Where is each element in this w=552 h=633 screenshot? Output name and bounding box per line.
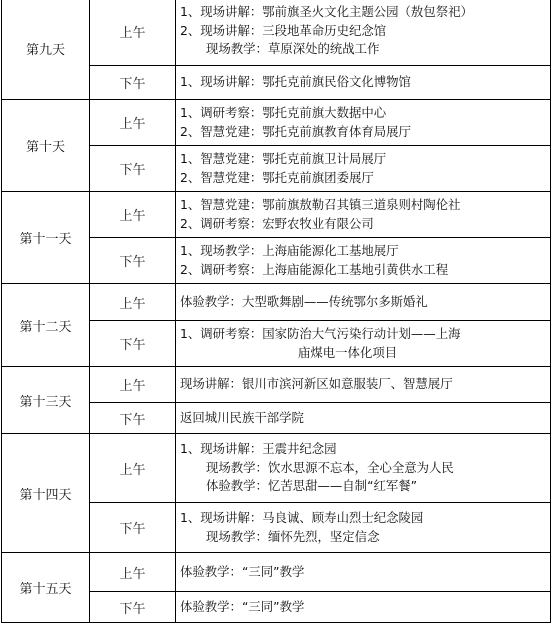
activity-line: 1、现场讲解：王震井纪念园	[180, 441, 337, 457]
day-label: 第九天	[2, 0, 90, 100]
session-label: 上午	[90, 0, 176, 66]
activity-line: 现场教学：饮水思源不忘本，全心全意为人民	[206, 459, 454, 475]
activity-line: 现场讲解：银川市滨河新区如意服装厂、智慧展厅	[180, 376, 453, 392]
session-label: 下午	[90, 146, 176, 192]
session-activities	[176, 66, 551, 100]
session-label: 上午	[90, 100, 176, 146]
day-label: 第十三天	[2, 367, 90, 434]
session-activities	[176, 146, 551, 192]
activity-line: 2、智慧党建：鄂托克前旗团委展厅	[180, 169, 374, 185]
day-label: 第十二天	[2, 284, 90, 367]
schedule-row	[2, 367, 551, 403]
schedule-body	[2, 0, 551, 623]
session-activities	[176, 403, 551, 434]
session-activities	[176, 434, 551, 503]
session-label: 上午	[90, 284, 176, 321]
session-activities	[176, 284, 551, 321]
activity-line: 体验教学：“三同”教学	[180, 563, 305, 579]
day-label: 第十五天	[2, 553, 90, 623]
session-label: 上午	[90, 367, 176, 403]
session-label: 下午	[90, 592, 176, 623]
activity-line: 现场教学：草原深处的统战工作	[206, 41, 380, 57]
activity-line: 1、现场讲解：鄂托克前旗民俗文化博物馆	[180, 74, 411, 90]
activity-line: 庙煤电一体化项目	[298, 344, 398, 360]
session-activities	[176, 503, 551, 553]
activity-line: 1、智慧党建：鄂前旗敖勒召其镇三道泉则村陶伦社	[180, 197, 461, 213]
activity-line: 体验教学：“三同”教学	[180, 598, 305, 614]
activity-line: 2、调研考察：宏野农牧业有限公司	[180, 215, 374, 231]
schedule-row	[2, 284, 551, 321]
session-activities	[176, 238, 551, 284]
activity-line: 1、现场讲解：鄂前旗圣火文化主题公园（敖包祭祀）	[180, 4, 473, 20]
activity-line: 现场教学：缅怀先烈，坚定信念	[206, 528, 380, 544]
session-activities	[176, 321, 551, 367]
activity-line: 1、调研考察：国家防治大气污染行动计划——上海	[180, 326, 461, 342]
activity-line: 1、智慧党建：鄂托克前旗卫计局展厅	[180, 151, 387, 167]
session-label: 下午	[90, 66, 176, 100]
session-label: 下午	[90, 503, 176, 553]
session-label: 上午	[90, 192, 176, 238]
activity-line: 体验教学：忆苦思甜——自制“红军餐”	[206, 478, 418, 494]
schedule-row	[2, 553, 551, 592]
session-label: 上午	[90, 553, 176, 592]
schedule-table	[1, 0, 551, 623]
activity-line: 2、智慧党建：鄂托克前旗教育体育局展厅	[180, 123, 411, 139]
schedule-row	[2, 0, 551, 66]
day-label: 第十四天	[2, 434, 90, 553]
activity-line: 1、现场讲解：马良诚、顾寿山烈士纪念陵园	[180, 510, 424, 526]
session-activities	[176, 0, 551, 66]
activity-line: 返回城川民族干部学院	[180, 409, 304, 425]
session-label: 下午	[90, 321, 176, 367]
session-activities	[176, 100, 551, 146]
activity-line: 2、调研考察：上海庙能源化工基地引黄供水工程	[180, 261, 449, 277]
activity-line: 1、现场教学：上海庙能源化工基地展厅	[180, 243, 399, 259]
session-label: 下午	[90, 238, 176, 284]
day-label: 第十一天	[2, 192, 90, 284]
session-activities	[176, 192, 551, 238]
activity-line: 体验教学：大型歌舞剧——传统鄂尔多斯婚礼	[180, 293, 428, 309]
activity-line: 1、调研考察：鄂托克前旗大数据中心	[180, 105, 387, 121]
session-label: 上午	[90, 434, 176, 503]
session-label: 下午	[90, 403, 176, 434]
session-activities	[176, 553, 551, 592]
schedule-row	[2, 192, 551, 238]
schedule-row	[2, 100, 551, 146]
day-label: 第十天	[2, 100, 90, 192]
schedule-row	[2, 434, 551, 503]
session-activities	[176, 592, 551, 623]
activity-line: 2、现场讲解：三段地革命历史纪念馆	[180, 22, 387, 38]
session-activities	[176, 367, 551, 403]
